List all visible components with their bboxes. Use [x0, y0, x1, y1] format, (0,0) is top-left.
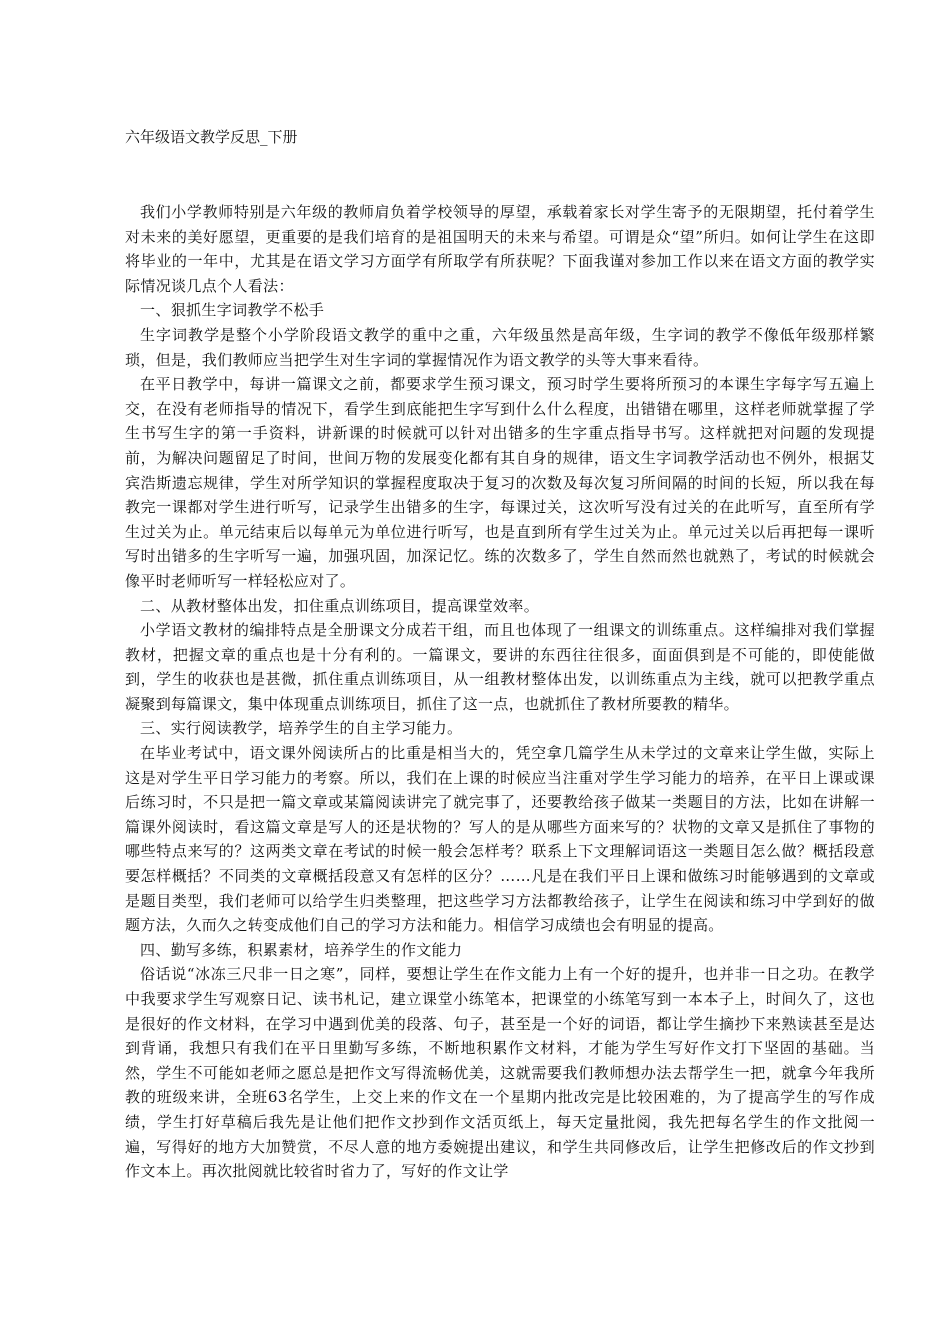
section-heading: 二、从教材整体出发，扣住重点训练项目，提高课堂效率。	[140, 596, 540, 615]
document-body	[125, 200, 875, 1184]
section-heading: 四、勤写多练，积累素材，培养学生的作文能力	[140, 940, 463, 959]
document-title: 六年级语文教学反思_下册	[125, 128, 298, 146]
section-heading: 三、实行阅读教学，培养学生的自主学习能力。	[140, 719, 463, 738]
paragraph: 小学语文教材的编排特点是全册课文分成若干组，而且也体现了一组课文的训练重点。这样编排对我们掌握教材，把握文章的重点也是十分有利的。一篇课文，要讲的东西往往很多，面面俱到是不可能的，即使能做到，学生的收获也是甚微，抓住重点训练项目，从一组教材整体出发，以训练重点为主线，就可以把教学重点凝聚到每篇课文，集中体现重点训练项目，抓住了这一点，也就抓住了教材所要教的精华。	[125, 621, 875, 713]
paragraph: 俗话说“冰冻三尺非一日之寒”，同样，要想让学生在作文能力上有一个好的提升，也并非一日之功。在教学中我要求学生写观察日记、读书札记，建立课堂小练笔本，把课堂的小练笔写到一本本子上，时间久了，这也是很好的作文材料，在学习中遇到优美的段落、句子，甚至是一个好的词语，都让学生摘抄下来熟读甚至是达到背诵，我想只有我们在平日里勤写多练，不断地积累作文材料，才能为学生写好作文打下坚固的基础。当然，学生不可能如老师之愿总是把作文写得流畅优美，这就需要我们教师想办法去帮学生一把，就拿今年我所教的班级来讲，全班63名学生，上交上来的作文在一个星期内批改完是比较困难的，为了提高学生的写作成绩，学生打好草稿后我先是让他们把作文抄到作文活页纸上，每天定量批阅，我先把每名学生的作文批阅一遍，写得好的地方大加赞赏，不尽人意的地方委婉提出建议，和学生共同修改后，让学生把修改后的作文抄到作文本上。再次批阅就比较省时省力了，写好的作文让学	[125, 965, 875, 1181]
paragraph: 生字词教学是整个小学阶段语文教学的重中之重，六年级虽然是高年级，生字词的教学不像低年级那样繁琐，但是，我们教师应当把学生对生字词的掌握情况作为语文教学的头等大事来看待。	[125, 325, 875, 369]
section-heading: 一、狠抓生字词教学不松手	[140, 301, 325, 320]
paragraph: 在平日教学中，每讲一篇课文之前，都要求学生预习课文，预习时学生要将所预习的本课生字每字写五遍上交，在没有老师指导的情况下，看学生到底能把生字写到什么什么程度，出错错在哪里，这样老师就掌握了学生书写生字的第一手资料，讲新课的时候就可以针对出错多的生字重点指导书写。这样就把对问题的发现提前，为解决问题留足了时间，世间万物的发展变化都有其自身的规律，语文生字词教学活动也不例外，根据艾宾浩斯遗忘规律，学生对所学知识的掌握程度取决于复习的次数及每次复习所间隔的时间的长短，所以我在每教完一课都对学生进行听写，记录学生出错多的生字，每课过关，这次听写没有过关的在此听写，直至所有学生过关为止。单元结束后以每单元为单位进行听写，也是直到所有学生过关为止。单元过关以后再把每一课听写时出错多的生字听写一遍，加强巩固，加深记忆。练的次数多了，学生自然而然也就熟了，考试的时候就会像平时老师听写一样轻松应对了。	[125, 375, 875, 590]
paragraph: 在毕业考试中，语文课外阅读所占的比重是相当大的，凭空拿几篇学生从未学过的文章来让学生做，实际上这是对学生平日学习能力的考察。所以，我们在上课的时候应当注重对学生学习能力的培养，在平日上课或课后练习时，不只是把一篇文章或某篇阅读讲完了就完事了，还要教给孩子做某一类题目的方法，比如在讲解一篇课外阅读时，看这篇文章是写人的还是状物的？写人的是从哪些方面来写的？状物的文章又是抓住了事物的哪些特点来写的？这两类文章在考试的时候一般会怎样考？联系上下文理解词语这一类题目怎么做？概括段意要怎样概括？不同类的文章概括段意又有怎样的区分？……凡是在我们平日上课和做练习时能够遇到的文章或是题目类型，我们老师可以给学生归类整理，把这些学习方法都教给孩子，让学生在阅读和练习中学到好的做题方法，久而久之转变成他们自己的学习方法和能力。相信学习成绩也会有明显的提高。	[125, 744, 875, 935]
paragraph: 我们小学教师特别是六年级的教师肩负着学校领导的厚望，承载着家长对学生寄予的无限期望，托付着学生对未来的美好愿望，更重要的是我们培育的是祖国明天的未来与希望。可谓是众“望”所归。如何让学生在这即将毕业的一年中，尤其是在语文学习方面学有所取学有所获呢？下面我谨对参加工作以来在语文方面的教学实际情况谈几点个人看法：	[125, 203, 875, 295]
